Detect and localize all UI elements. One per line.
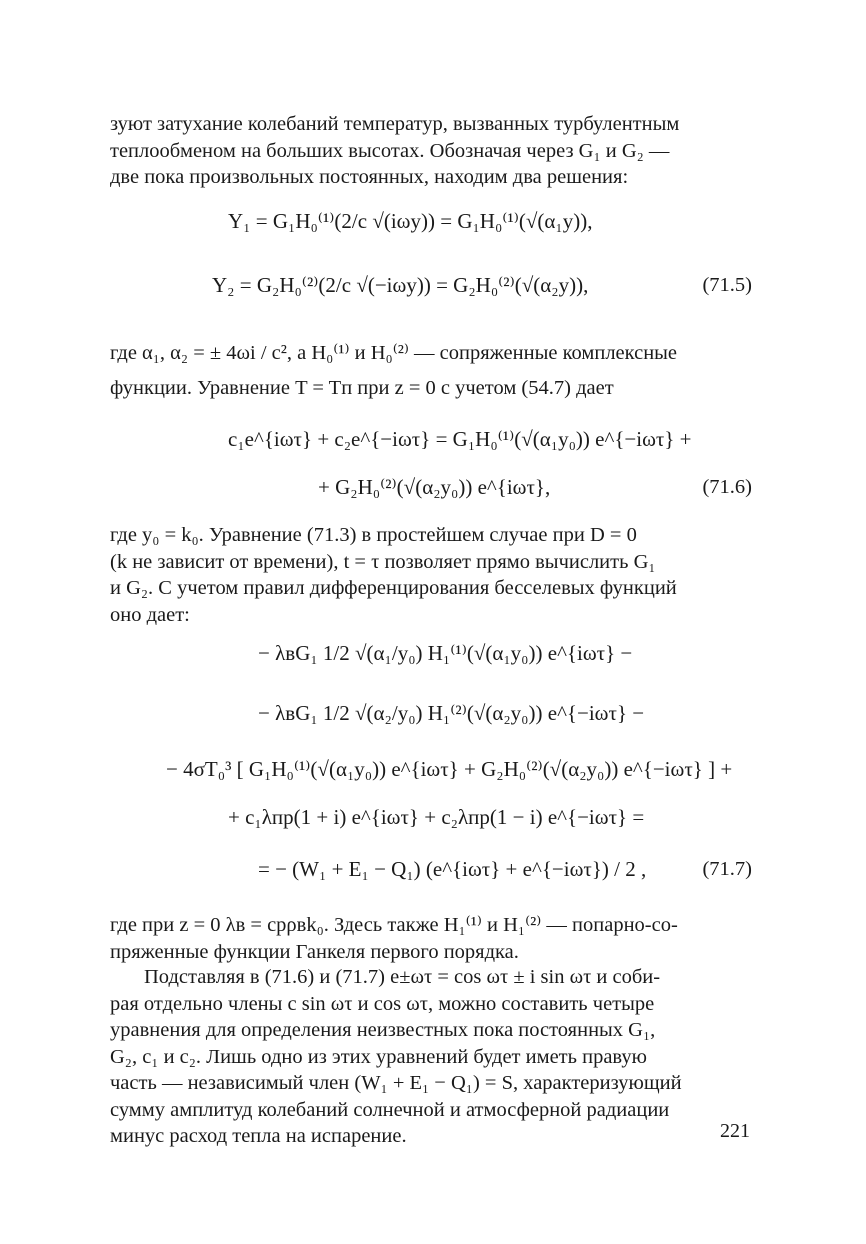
equation-y2: Y₂ = G₂H₀⁽²⁾(2/c √(−iωy)) = G₂H₀⁽²⁾(√(α₂y)),	[212, 273, 589, 297]
equation-main-line1: − λвG₁ 1/2 √(α₁/y₀) H₁⁽¹⁾(√(α₁y₀)) e^{iωτ} −	[258, 641, 633, 665]
equation-main-line2: − λвG₁ 1/2 √(α₂/y₀) H₁⁽²⁾(√(α₂y₀)) e^{−iωτ} −	[258, 701, 645, 725]
text-line: часть — независимый член (W₁ + E₁ − Q₁) = S, характеризующий	[110, 1072, 682, 1094]
text-line: Подставляя в (71.6) и (71.7) e±ωτ = cos ωτ ± i sin ωτ и соби-	[144, 966, 661, 988]
paragraph-intro	[110, 111, 752, 191]
text-line: (k не зависит от времени), t = τ позволяет прямо вычислить G₁	[110, 550, 656, 573]
text-line: где y₀ = k₀. Уравнение (71.3) в простейшем случае при D = 0	[110, 524, 637, 546]
equation-main-line3: − 4σT₀³ [ G₁H₀⁽¹⁾(√(α₁y₀)) e^{iωτ} + G₂H₀⁽²⁾(√(α₂y₀)) e^{−iωτ} ] +	[166, 757, 733, 781]
text-line: функции. Уравнение T = Tп при z = 0 с учетом (54.7) дает	[110, 376, 614, 399]
text-line: уравнения для определения неизвестных пока постоянных G₁,	[110, 1019, 656, 1041]
equation-boundary-line2: + G₂H₀⁽²⁾(√(α₂y₀)) e^{iωτ},	[318, 475, 551, 499]
paragraph-substitution	[110, 964, 752, 1150]
paragraph-hankel	[110, 912, 752, 965]
equation-main-line5: = − (W₁ + E₁ − Q₁) (e^{iωτ} + e^{−iωτ}) / 2 ,	[258, 857, 647, 881]
paragraph-alpha-definition	[110, 340, 752, 401]
equation-main-line4: + c₁λпp(1 + i) e^{iωτ} + c₂λпp(1 − i) e^{−iωτ} =	[228, 805, 645, 829]
paragraph-derivation	[110, 522, 752, 628]
text-line: минус расход тепла на испарение.	[110, 1125, 407, 1147]
text-line: где при z = 0 λв = cpρвk₀. Здесь также H₁⁽¹⁾ и H₁⁽²⁾ — попарно-со-	[110, 914, 678, 936]
equation-number: (71.5)	[702, 274, 752, 296]
text-line: и G₂. С учетом правил дифференцирования бесселевых функций	[110, 577, 677, 599]
equation-number: (71.7)	[702, 858, 752, 880]
text-line: G₂, c₁ и c₂. Лишь одно из этих уравнений будет иметь правую	[110, 1045, 647, 1068]
page-number: 221	[720, 1120, 750, 1142]
text-line: две пока произвольных постоянных, находим два решения:	[110, 166, 629, 188]
equation-number: (71.6)	[702, 476, 752, 498]
text-line: рая отдельно члены с sin ωτ и cos ωτ, можно составить четыре	[110, 992, 655, 1015]
text-line: оно дает:	[110, 603, 190, 626]
text-line: сумму амплитуд колебаний солнечной и атмосферной радиации	[110, 1098, 670, 1121]
text-line: пряженные функции Ганкеля первого порядка.	[110, 940, 519, 963]
text-line: зуют затухание колебаний температур, вызванных турбулентным	[110, 113, 680, 135]
text-line: где α₁, α₂ = ± 4ωi / c², а H₀⁽¹⁾ и H₀⁽²⁾ — сопряженные комплексные	[110, 342, 678, 364]
text-line: теплообменом на больших высотах. Обозначая через G₁ и G₂ —	[110, 139, 670, 162]
equation-y1: Y₁ = G₁H₀⁽¹⁾(2/c √(iωy)) = G₁H₀⁽¹⁾(√(α₁y)),	[228, 209, 593, 233]
equation-boundary-line1: c₁e^{iωτ} + c₂e^{−iωτ} = G₁H₀⁽¹⁾(√(α₁y₀)) e^{−iωτ} +	[228, 427, 692, 451]
